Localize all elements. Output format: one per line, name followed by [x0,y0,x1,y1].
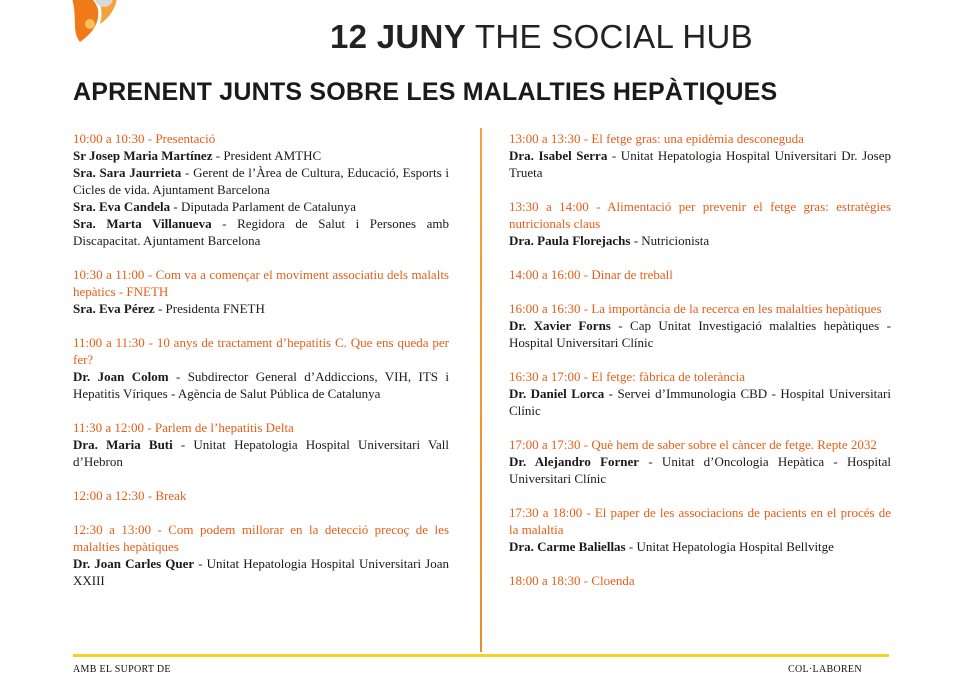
speaker-role: - Presidenta FNETH [154,301,265,316]
speaker-name: Dr. Daniel Lorca [509,386,605,401]
agenda-item-speakers [509,317,891,351]
agenda-item-speakers [73,436,449,470]
agenda-item-speakers [73,147,449,249]
orange-leaf-logo-icon [60,0,140,50]
speaker-name: Dra. Maria Buti [73,437,173,452]
speaker-name: Dr. Joan Carles Quer [73,556,195,571]
speaker-name: Dra. Carme Baliellas [509,539,626,554]
agenda-item [73,419,449,470]
speaker-role: - Unitat Hepatologia Hospital Universitari Joan XXIII [73,556,449,588]
speaker-entry [73,165,449,197]
footer-support-label: AMB EL SUPORT DE [73,664,171,675]
agenda-item [73,334,449,402]
speaker-entry [509,386,891,418]
event-date-venue [330,18,753,56]
agenda-item-speakers [73,300,449,317]
speaker-entry [73,369,449,401]
agenda-item [509,130,891,181]
agenda-item-time-title: 16:30 a 17:00 - El fetge: fàbrica de tolerància [509,369,746,384]
agenda-item-time-title: 12:00 a 12:30 - Break [73,488,187,503]
speaker-entry [73,216,449,248]
agenda-left-column [73,130,449,606]
speaker-name: Sra. Sara Jaurrieta [73,165,182,180]
agenda-item-time-title: 18:00 a 18:30 - Cloenda [509,573,635,588]
speaker-name: Dr. Alejandro Forner [509,454,640,469]
footer-collaborators-label: COL·LABOREN [788,664,862,675]
agenda-item [509,266,891,283]
speaker-role: - Gerent de l’Àrea de Cultura, Educació, Esports i Cicles de vida. Ajuntament Barcelona [73,165,450,197]
speaker-entry [73,199,356,214]
agenda-item [509,198,891,249]
speaker-entry [509,539,834,554]
agenda-item [509,572,891,589]
agenda-item-time-title: 17:30 a 18:00 - El paper de les associacions de pacients en el procés de la malaltia [509,505,891,537]
agenda-item-time-title: 13:30 a 14:00 - Alimentació per prevenir el fetge gras: estratègies nutricionals claus [509,199,891,231]
agenda-item-speakers [509,538,891,555]
agenda-item-time-title: 17:00 a 17:30 - Què hem de saber sobre el càncer de fetge. Repte 2032 [509,437,877,452]
speaker-name: Sr Josep Maria Martínez [73,148,213,163]
speaker-entry [73,148,321,163]
agenda-item-speakers [509,385,891,419]
agenda-item-speakers [509,147,891,181]
speaker-role: - Unitat Hepatologia Hospital Universitari Dr. Josep Trueta [509,148,891,180]
agenda-item-speakers [509,453,891,487]
agenda-item [73,266,449,317]
agenda-item [509,436,891,487]
speaker-entry [73,437,449,469]
cropped-title-strip [330,0,890,6]
column-divider [480,128,482,652]
speaker-role: - Unitat d’Oncologia Hepàtica - Hospital Universitari Clínic [509,454,891,486]
agenda-item [509,300,891,351]
agenda-item-time-title: 13:00 a 13:30 - El fetge gras: una epidèmia desconeguda [509,131,804,146]
event-venue: THE SOCIAL HUB [474,18,753,55]
speaker-name: Dr. Joan Colom [73,369,169,384]
agenda-item-time-title: 10:30 a 11:00 - Com va a començar el moviment associatiu dels malalts hepàtics - FNETH [73,267,449,299]
speaker-name: Dra. Isabel Serra [509,148,608,163]
speaker-role: - Regidora de Salut i Persones amb Discapacitat. Ajuntament Barcelona [73,216,450,248]
speaker-role: - Cap Unitat Investigació malalties hepàtiques - Hospital Universitari Clínic [509,318,891,350]
speaker-entry [509,148,891,180]
agenda-item-speakers [73,555,449,589]
speaker-role: - President AMTHC [212,148,322,163]
agenda-item [73,487,449,504]
event-date: 12 JUNY [330,18,467,55]
agenda-item-time-title: 10:00 a 10:30 - Presentació [73,131,216,146]
agenda-item [509,504,891,555]
agenda-item [509,368,891,419]
agenda-item-time-title: 11:00 a 11:30 - 10 anys de tractament d’hepatitis C. Que ens queda per fer? [73,335,449,367]
page-subtitle: APRENENT JUNTS SOBRE LES MALALTIES HEPÀTIQUES [73,78,778,106]
agenda-item-time-title: 14:00 a 16:00 - Dinar de treball [509,267,673,282]
footer-line [73,654,889,657]
speaker-role: - Nutricionista [630,233,710,248]
agenda-item-time-title: 12:30 a 13:00 - Com podem millorar en la detecció precoç de les malalties hepàtiques [73,522,449,554]
agenda-item-speakers [509,232,891,249]
speaker-entry [509,318,891,350]
agenda-right-column [509,130,891,606]
agenda-item [73,130,449,249]
speaker-entry [73,301,265,316]
speaker-role: - Servei d’Immunologia CBD - Hospital Universitari Clínic [509,386,891,418]
agenda-item [73,521,449,589]
speaker-role: - Unitat Hepatologia Hospital Universitari Vall d’Hebron [73,437,449,469]
agenda-item-speakers [73,368,449,402]
speaker-role: - Diputada Parlament de Catalunya [170,199,357,214]
speaker-name: Dr. Xavier Forns [509,318,611,333]
speaker-entry [509,454,891,486]
speaker-name: Sra. Eva Candela [73,199,171,214]
speaker-name: Sra. Marta Villanueva [73,216,212,231]
speaker-entry [73,556,449,588]
speaker-entry [509,233,709,248]
speaker-name: Sra. Eva Pérez [73,301,155,316]
agenda-item-time-title: 16:00 a 16:30 - La importància de la recerca en les malalties hepàtiques [509,301,882,316]
agenda-item-time-title: 11:30 a 12:00 - Parlem de l’hepatitis Delta [73,420,294,435]
speaker-name: Dra. Paula Florejachs [509,233,631,248]
speaker-role: - Unitat Hepatologia Hospital Bellvitge [625,539,834,554]
speaker-role: - Subdirector General d’Addiccions, VIH, ITS i Hepatitis Víriques - Agència de Salut Pública de Catalunya [73,369,449,401]
